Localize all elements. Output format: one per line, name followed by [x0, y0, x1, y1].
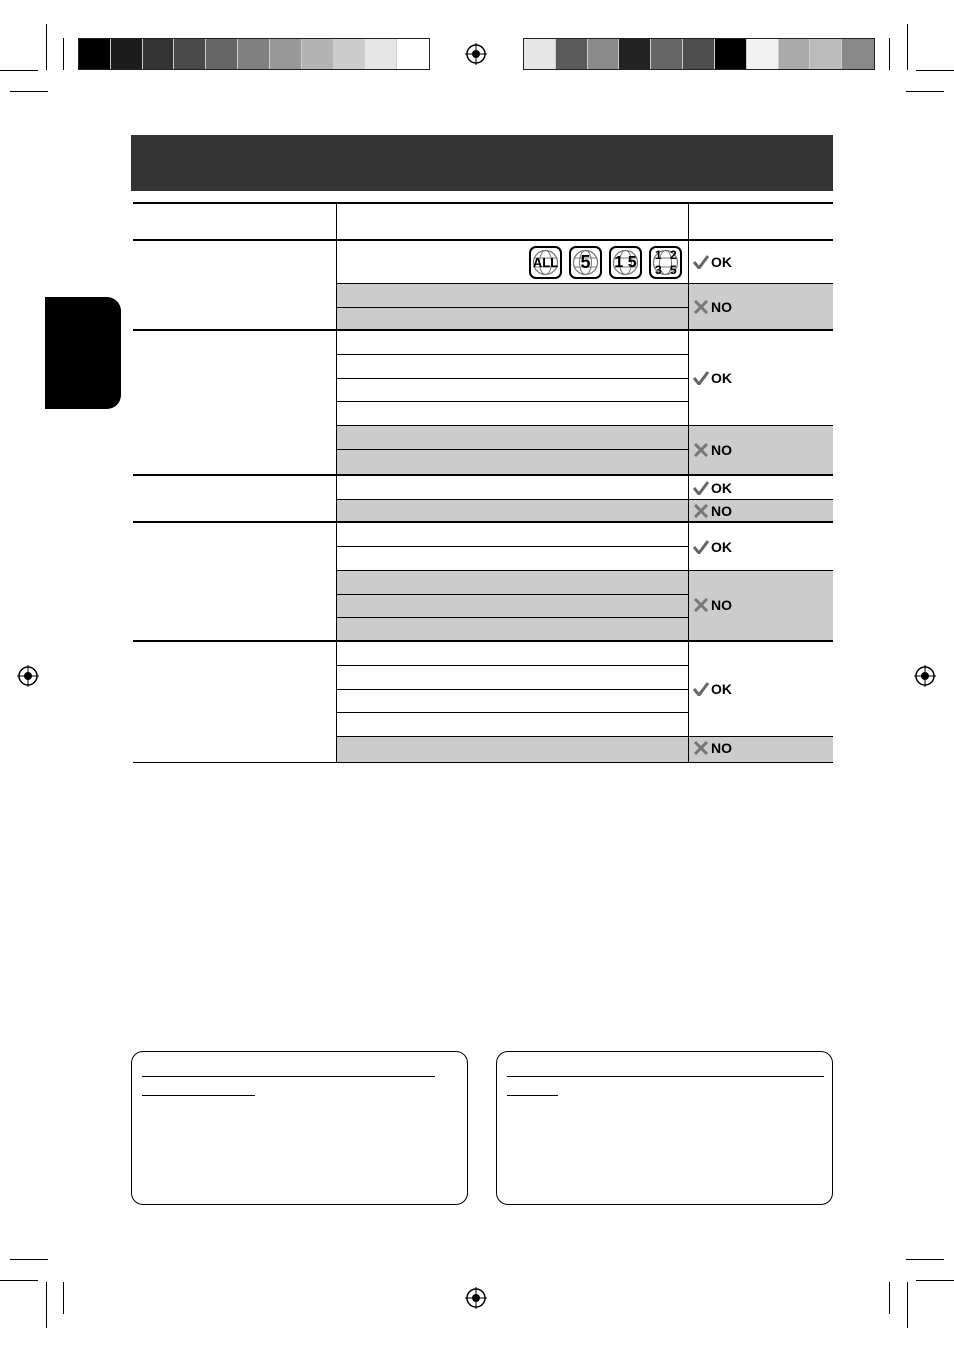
status-ok: OK	[693, 480, 732, 496]
color-swatch	[206, 39, 238, 69]
color-swatch	[174, 39, 206, 69]
color-swatch	[556, 39, 588, 69]
registration-mark-icon	[465, 43, 487, 65]
status-ok: OK	[693, 681, 732, 697]
color-swatch	[779, 39, 811, 69]
color-swatch	[334, 39, 366, 69]
color-swatch	[238, 39, 270, 69]
check-icon	[693, 682, 709, 696]
note-title-underline	[142, 1095, 255, 1096]
note-box-left	[131, 1051, 468, 1205]
color-calibration-bar-right	[523, 38, 875, 70]
color-swatch	[810, 39, 842, 69]
check-icon	[693, 371, 709, 385]
color-swatch	[79, 39, 111, 69]
check-icon	[693, 481, 709, 495]
cross-icon	[693, 443, 709, 457]
status-no: NO	[693, 442, 732, 458]
note-title-underline	[142, 1076, 435, 1077]
unsupported-row	[337, 426, 833, 475]
section-header-band	[131, 135, 833, 191]
color-swatch	[270, 39, 302, 69]
color-swatch	[683, 39, 715, 69]
color-swatch	[524, 39, 556, 69]
unsupported-row	[337, 737, 833, 763]
registration-mark-icon	[17, 665, 39, 687]
status-no: NO	[693, 299, 732, 315]
color-swatch	[619, 39, 651, 69]
unsupported-row	[337, 571, 833, 641]
color-swatch	[715, 39, 747, 69]
note-title-underline	[507, 1095, 558, 1096]
cross-icon	[693, 598, 709, 612]
cross-icon	[693, 741, 709, 755]
language-side-tab	[45, 297, 121, 409]
note-title-underline	[507, 1076, 824, 1077]
color-swatch	[365, 39, 397, 69]
color-swatch	[651, 39, 683, 69]
unsupported-row	[337, 500, 833, 522]
color-swatch	[588, 39, 620, 69]
region-1-5-disc-icon: 1 5	[609, 246, 642, 279]
cross-icon	[693, 300, 709, 314]
status-no: NO	[693, 503, 732, 519]
color-calibration-bar-left	[78, 38, 430, 70]
registration-mark-icon	[465, 1287, 487, 1309]
region-multi-disc-icon: 1 2 3 5	[649, 246, 682, 279]
status-no: NO	[693, 740, 732, 756]
status-ok: OK	[693, 254, 732, 270]
color-swatch	[747, 39, 779, 69]
color-swatch	[842, 39, 874, 69]
note-box-right	[496, 1051, 833, 1205]
cross-icon	[693, 504, 709, 518]
status-no: NO	[693, 597, 732, 613]
region-5-disc-icon: 5	[569, 246, 602, 279]
check-icon	[693, 255, 709, 269]
region-all-disc-icon: ALL	[529, 246, 562, 279]
status-ok: OK	[693, 370, 732, 386]
status-ok: OK	[693, 539, 732, 555]
registration-mark-icon	[914, 665, 936, 687]
color-swatch	[143, 39, 175, 69]
color-swatch	[111, 39, 143, 69]
color-swatch	[302, 39, 334, 69]
color-swatch	[397, 39, 429, 69]
check-icon	[693, 540, 709, 554]
